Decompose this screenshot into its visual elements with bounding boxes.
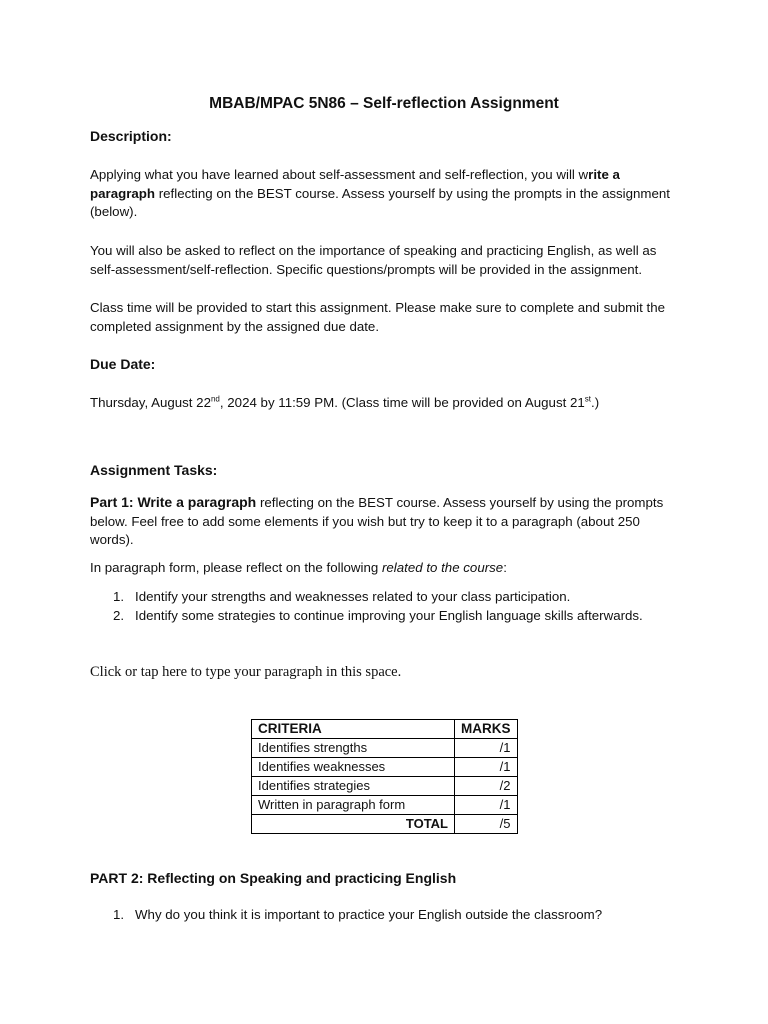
marks-cell: /1 — [455, 758, 518, 777]
description-paragraph-2: You will also be asked to reflect on the importance of speaking and practicing English, as well as self-assessment/self-reflection. Specific questions/prompts will be provided in the assignment. — [90, 243, 657, 277]
criteria-cell: Written in paragraph form — [252, 796, 455, 815]
description-paragraph-3: Class time will be provided to start this assignment. Please make sure to complete and submit the completed assignment by the assigned due date. — [90, 300, 665, 334]
table-row — [252, 777, 518, 796]
description-paragraph-1: Applying what you have learned about self-assessment and self-reflection, you will write a paragraph reflecting on the BEST course. Assess yourself by using the prompts in the assignment (below). — [90, 167, 670, 219]
criteria-header: CRITERIA — [252, 720, 455, 739]
marks-header: MARKS — [455, 720, 518, 739]
table-header-row — [252, 720, 518, 739]
total-label: TOTAL — [252, 815, 455, 834]
assignment-tasks-heading: Assignment Tasks: — [90, 462, 218, 478]
part2-question-list — [90, 906, 678, 925]
part1-intro: In paragraph form, please reflect on the following related to the course: — [90, 560, 507, 575]
marks-cell: /2 — [455, 777, 518, 796]
criteria-cell: Identifies strengths — [252, 739, 455, 758]
document-title: MBAB/MPAC 5N86 – Self-reflection Assignment — [209, 95, 559, 112]
marks-cell: /1 — [455, 739, 518, 758]
list-item: 2. Identify some strategies to continue improving your English language skills afterwards. — [113, 607, 643, 623]
description-heading: Description: — [90, 128, 172, 144]
list-item: 1. Identify your strengths and weaknesses related to your class participation. — [113, 589, 571, 604]
due-date-heading: Due Date: — [90, 356, 156, 372]
table-total-row — [252, 815, 518, 834]
table-row — [252, 796, 518, 815]
table-row — [252, 739, 518, 758]
part2-heading: PART 2: Reflecting on Speaking and practicing English — [90, 870, 457, 886]
part1-prompt-list — [90, 588, 678, 625]
marks-cell: /1 — [455, 796, 518, 815]
criteria-cell: Identifies weaknesses — [252, 758, 455, 777]
paragraph-content-control[interactable]: Click or tap here to type your paragraph in this space. — [90, 664, 402, 680]
due-date-text: Thursday, August 22nd, 2024 by 11:59 PM. (Class time will be provided on August 21st.) — [90, 394, 600, 410]
part1-instructions: Part 1: Write a paragraph reflecting on the BEST course. Assess yourself by using the prompts below. Feel free to add some elements if you wish but try to keep it to a paragraph (about 250 words). — [90, 494, 664, 547]
criteria-cell: Identifies strategies — [252, 777, 455, 796]
rubric-table — [251, 719, 518, 834]
total-marks: /5 — [455, 815, 518, 834]
list-item: 1. Why do you think it is important to practice your English outside the classroom? — [113, 907, 603, 922]
table-row — [252, 758, 518, 777]
